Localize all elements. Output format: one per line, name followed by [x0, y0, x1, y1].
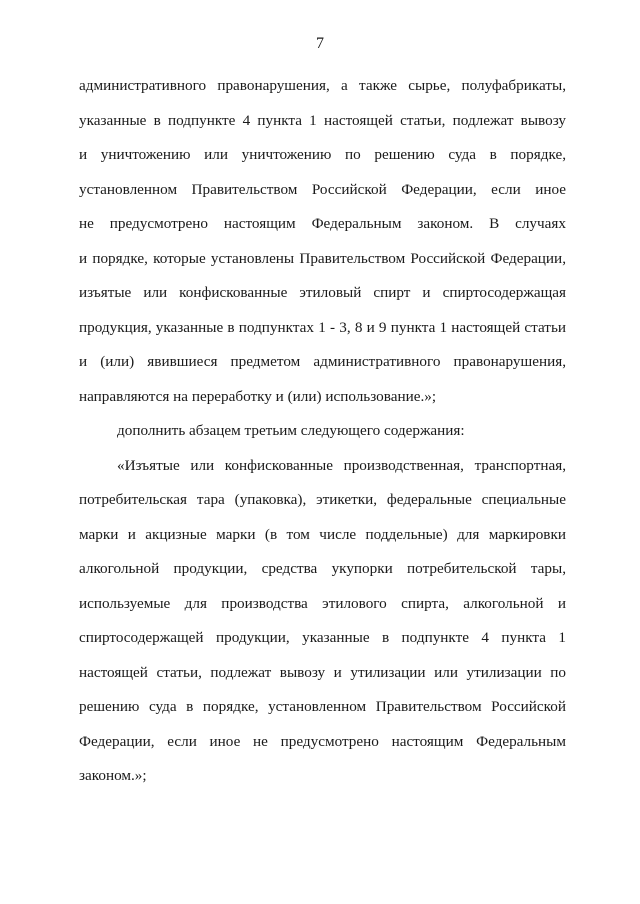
- text-line: потребительская тара (упаковка), этикетки, федеральные специальные: [79, 491, 566, 508]
- text-line: используемые для производства этилового спирта, алкогольной и: [79, 594, 566, 612]
- text-line: и порядке, которые установлены Правительством Российской Федерации,: [79, 249, 566, 267]
- paragraph-line: «Изъятые или конфискованные производственная, транспортная,: [117, 456, 566, 474]
- document-body: [79, 76, 566, 801]
- text-line: административного правонарушения, а также сырье, полуфабрикаты,: [79, 77, 566, 94]
- text-line: Федерации, если иное не предусмотрено настоящим Федеральным: [79, 732, 566, 750]
- text-line: и (или) явившиеся предметом административного правонарушения,: [79, 353, 566, 370]
- text-line: марки и акцизные марки (в том числе поддельные) для маркировки: [79, 525, 566, 543]
- page-number: 7: [316, 35, 324, 52]
- text-line: указанные в подпункте 4 пункта 1 настоящей статьи, подлежат вывозу: [79, 111, 566, 129]
- text-line: алкогольной продукции, средства укупорки потребительской тары,: [79, 560, 566, 577]
- text-line: решению суда в порядке, установленном Правительством Российской: [79, 698, 566, 715]
- text-line: продукция, указанные в подпунктах 1 - 3, 8 и 9 пункта 1 настоящей статьи: [79, 318, 566, 336]
- text-line: направляются на переработку и (или) использование.»;: [79, 387, 437, 405]
- text-line: изъятые или конфискованные этиловый спирт и спиртосодержащая: [79, 284, 566, 301]
- text-line: не предусмотрено настоящим Федеральным законом. В случаях: [79, 215, 566, 232]
- text-line: и уничтожению или уничтожению по решению суда в порядке,: [79, 146, 566, 163]
- text-line: законом.»;: [79, 767, 147, 784]
- text-line: спиртосодержащей продукции, указанные в подпункте 4 пункта 1: [79, 629, 566, 646]
- text-line: настоящей статьи, подлежат вывозу и утилизации или утилизации по: [79, 663, 566, 681]
- text-line: установленном Правительством Российской Федерации, если иное: [79, 180, 566, 198]
- paragraph-line: дополнить абзацем третьим следующего содержания:: [117, 422, 465, 439]
